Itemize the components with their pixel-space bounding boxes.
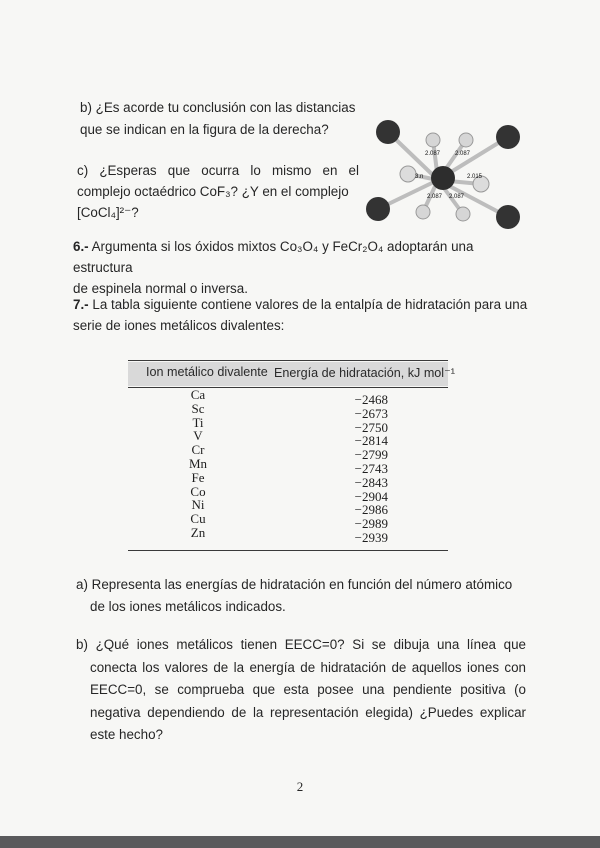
question-b2-line-4: negativa dependiendo de la representación elegida) ¿Puedes explicar — [90, 704, 526, 720]
ligand-atom — [416, 205, 430, 219]
bottom-background-strip — [0, 836, 600, 848]
table-cell-ion: Zn — [190, 525, 206, 540]
question-b — [80, 99, 365, 139]
question-a — [76, 574, 526, 618]
question-6 — [73, 236, 533, 299]
table-cell-ion: Ti — [192, 414, 204, 430]
table-top-rule — [128, 360, 448, 361]
question-b2-line-5: este hecho? — [90, 727, 163, 742]
question-7-line-2: serie de iones metálicos divalentes: — [73, 318, 285, 333]
table-cell-ion: Ca — [190, 387, 206, 402]
question-c — [77, 160, 359, 223]
question-b-line-2: que se indican en la figura de la derecha? — [80, 122, 329, 137]
question-c-line-1: c) ¿Esperas que ocurra lo mismo en el — [77, 163, 359, 178]
table-cell-energy: −2939 — [354, 530, 388, 545]
table-cell-energy: −2468 — [354, 392, 388, 407]
ligand-atom — [400, 166, 416, 182]
table-cell-ion: Cr — [191, 442, 205, 458]
question-7 — [73, 294, 533, 336]
ligand-atom — [456, 207, 470, 221]
bond-length-label: 2.015 — [467, 174, 483, 180]
question-b2-line-2: conecta los valores de la energía de hidratación de aquellos iones con — [90, 659, 526, 675]
chlorine-atom — [496, 205, 520, 229]
chlorine-atom — [496, 125, 520, 149]
question-b2-line-1: b) ¿Qué iones metálicos tienen EECC=0? Si se dibuja una línea que — [76, 637, 526, 652]
table-cell-ion: Mn — [188, 456, 208, 471]
question-7-line-1: 7.- La tabla siguiente contiene valores de la entalpía de hidratación para una — [73, 297, 528, 312]
question-c-line-3: [CoCl₄]²⁻? — [77, 205, 139, 220]
metal-center-atom — [431, 166, 455, 190]
ligand-atom — [426, 133, 440, 147]
question-b-line-1: b) ¿Es acorde tu conclusión con las distancias — [80, 100, 356, 115]
table-cell-ion: Co — [190, 483, 206, 499]
question-a-line-2: de los iones metálicos indicados. — [90, 599, 286, 614]
table-cell-energy: −2750 — [354, 419, 388, 435]
column-header-energy: Energía de hidratación, kJ mol⁻¹ — [274, 366, 455, 380]
bond-length-label: 3.n — [415, 174, 424, 180]
table-cell-energy: −2743 — [354, 461, 388, 476]
table-header-rule — [128, 387, 448, 388]
table-cell-energy: −2986 — [354, 502, 388, 518]
table-cell-ion: Ni — [191, 497, 205, 513]
chlorine-atom — [376, 120, 400, 144]
ligand-atom — [459, 133, 473, 147]
question-b-second — [76, 634, 526, 747]
column-header-ion: Ion metálico divalente — [146, 365, 268, 379]
table-bottom-rule — [128, 550, 448, 551]
question-6-line-1: 6.- Argumenta si los óxidos mixtos Co₃O₄ y FeCr₂O₄ adoptarán una estructura — [73, 239, 474, 275]
table-cell-energy: −2989 — [354, 516, 388, 532]
question-c-line-2: complejo octaédrico CoF₃? ¿Y en el complejo — [77, 184, 349, 199]
question-a-line-1: a) Representa las energías de hidratación en función del número atómico — [76, 577, 513, 592]
bond-length-label: 2.087 — [427, 194, 443, 200]
table-cell-ion: V — [193, 428, 203, 444]
bond-length-label: 2.087 — [425, 151, 441, 157]
molecule-figure — [363, 112, 533, 232]
table-cell-energy: −2814 — [354, 433, 388, 449]
chlorine-atom — [366, 197, 390, 221]
table-cell-ion: Sc — [191, 400, 205, 416]
table-cell-energy: −2843 — [354, 474, 388, 490]
bond-length-label: 2.087 — [449, 194, 465, 200]
table-cell-energy: −2673 — [354, 405, 388, 421]
table-cell-ion: Fe — [191, 469, 205, 485]
bond-length-label: 2.087 — [455, 151, 471, 157]
table-cell-ion: Cu — [190, 511, 206, 527]
table-cell-energy: −2904 — [354, 488, 388, 504]
page-number: 2 — [296, 779, 304, 794]
question-6-line-2: de espinela normal o inversa. — [73, 281, 248, 296]
table-cell-energy: −2799 — [354, 447, 388, 463]
question-b2-line-3: EECC=0, se comprueba que esta posee una pendiente positiva (o — [90, 682, 526, 697]
